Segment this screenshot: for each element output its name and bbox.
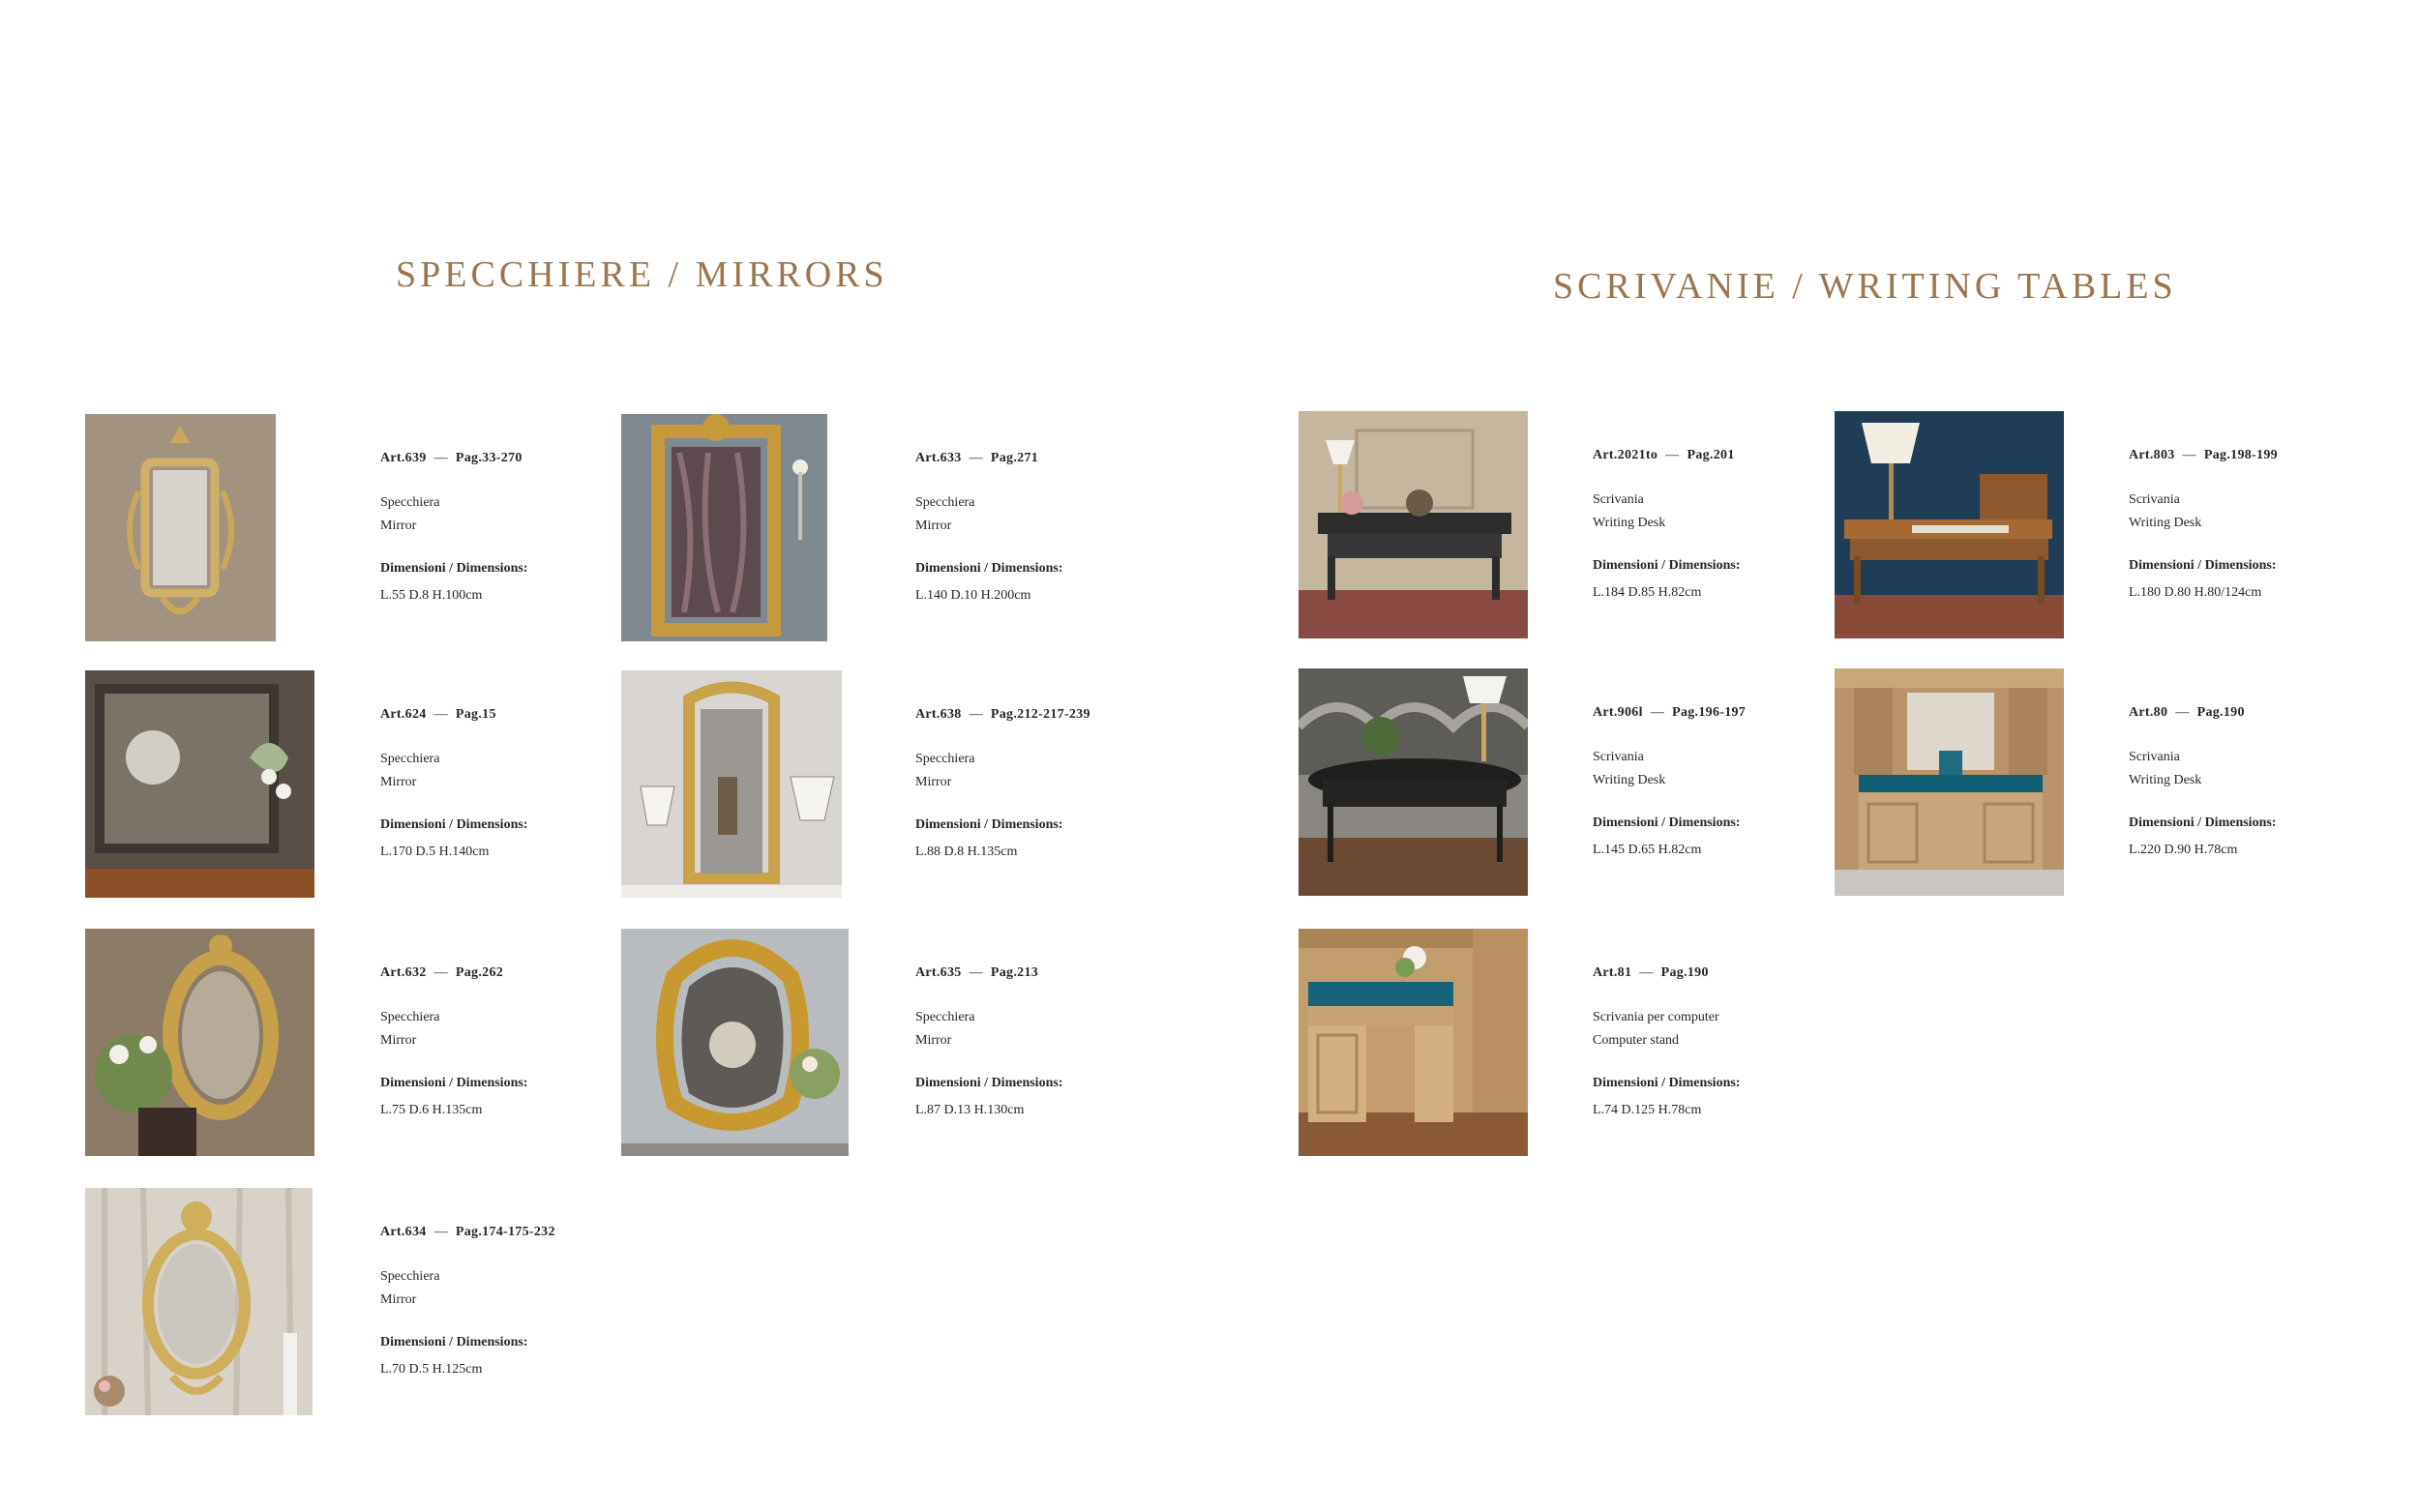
- product-name-en: Mirror: [380, 775, 417, 789]
- product-name-it: Specchiera: [915, 1010, 975, 1024]
- art-ref: Art.634 — Pag.174-175-232: [380, 1225, 555, 1239]
- mirror-photo: [621, 414, 827, 641]
- article-number: Art.80: [2129, 705, 2168, 720]
- art-ref: Art.632 — Pag.262: [380, 965, 504, 980]
- art-ref: Art.2021to — Pag.201: [1593, 448, 1735, 462]
- dimensions-label: Dimensioni / Dimensions:: [915, 817, 1063, 832]
- dimensions-value: L.70 D.5 H.125cm: [380, 1362, 483, 1377]
- product-name-en: Mirror: [380, 1033, 417, 1048]
- dimensions-label: Dimensioni / Dimensions:: [1593, 815, 1741, 830]
- product-name-it: Scrivania: [1593, 750, 1644, 764]
- article-number: Art.906l: [1593, 705, 1643, 720]
- article-number: Art.81: [1593, 965, 1632, 980]
- product-name-en: Mirror: [380, 1292, 417, 1307]
- product-name-it: Specchiera: [380, 752, 440, 766]
- product-name-it: Scrivania: [1593, 492, 1644, 507]
- desk-icon: [1299, 668, 1528, 896]
- product-name-it: Specchiera: [380, 1269, 440, 1284]
- product-name-it: Specchiera: [380, 495, 440, 510]
- mirror-photo: [85, 414, 276, 641]
- dimensions-label: Dimensioni / Dimensions:: [915, 561, 1063, 576]
- article-number: Art.624: [380, 707, 427, 722]
- product-name-it: Specchiera: [380, 1010, 440, 1024]
- dimensions-label: Dimensioni / Dimensions:: [380, 1076, 528, 1090]
- desk-photo: [1299, 668, 1528, 896]
- dimensions-label: Dimensioni / Dimensions:: [380, 817, 528, 832]
- article-number: Art.2021to: [1593, 448, 1658, 462]
- mirror-photo: [85, 1188, 313, 1415]
- art-ref: Art.638 — Pag.212-217-239: [915, 707, 1090, 722]
- art-ref: Art.624 — Pag.15: [380, 707, 496, 722]
- dimensions-value: L.55 D.8 H.100cm: [380, 588, 483, 603]
- desk-photo: [1299, 411, 1528, 638]
- desk-icon: [1835, 411, 2064, 638]
- mirror-photo: [85, 670, 314, 898]
- article-number: Art.633: [915, 451, 962, 465]
- dimensions-value: L.87 D.13 H.130cm: [915, 1103, 1025, 1117]
- product-name-it: Scrivania: [2129, 492, 2180, 507]
- page-ref: Pag.190: [2196, 705, 2245, 720]
- dimensions-label: Dimensioni / Dimensions:: [1593, 1076, 1741, 1090]
- article-number: Art.632: [380, 965, 427, 980]
- desks-section-title: SCRIVANIE / WRITING TABLES: [1553, 266, 2177, 307]
- dimensions-value: L.75 D.6 H.135cm: [380, 1103, 483, 1117]
- mirror-icon: [621, 414, 827, 641]
- dimensions-value: L.220 D.90 H.78cm: [2129, 843, 2238, 857]
- art-ref: Art.906l — Pag.196-197: [1593, 705, 1747, 720]
- product-name-en: Writing Desk: [2129, 773, 2202, 787]
- desk-photo: [1299, 929, 1528, 1156]
- product-name-en: Computer stand: [1593, 1033, 1680, 1048]
- mirrors-section-title: SPECCHIERE / MIRRORS: [396, 254, 888, 295]
- mirror-photo: [621, 670, 842, 898]
- dimensions-value: L.88 D.8 H.135cm: [915, 845, 1018, 859]
- mirror-icon: [621, 929, 849, 1156]
- mirror-icon: [85, 929, 314, 1156]
- dimensions-label: Dimensioni / Dimensions:: [2129, 558, 2277, 573]
- page-ref: Pag.213: [990, 965, 1039, 980]
- page-ref: Pag.174-175-232: [455, 1225, 555, 1239]
- dimensions-value: L.170 D.5 H.140cm: [380, 845, 490, 859]
- page-ref: Pag.190: [1660, 965, 1709, 980]
- product-name-en: Mirror: [915, 775, 952, 789]
- art-ref: Art.639 — Pag.33-270: [380, 451, 523, 465]
- product-name-it: Scrivania per computer: [1593, 1010, 1719, 1024]
- dimensions-label: Dimensioni / Dimensions:: [380, 561, 528, 576]
- page-ref: Pag.196-197: [1672, 705, 1747, 720]
- desk-icon: [1299, 411, 1528, 638]
- article-number: Art.638: [915, 707, 962, 722]
- page-ref: Pag.201: [1687, 448, 1735, 462]
- article-number: Art.634: [380, 1225, 427, 1239]
- dimensions-value: L.184 D.85 H.82cm: [1593, 585, 1702, 600]
- product-name-it: Specchiera: [915, 752, 975, 766]
- article-number: Art.635: [915, 965, 962, 980]
- mirror-photo: [621, 929, 849, 1156]
- art-ref: Art.81 — Pag.190: [1593, 965, 1709, 980]
- dimensions-value: L.74 D.125 H.78cm: [1593, 1103, 1702, 1117]
- dimensions-label: Dimensioni / Dimensions:: [2129, 815, 2277, 830]
- page-ref: Pag.212-217-239: [990, 707, 1090, 722]
- art-ref: Art.633 — Pag.271: [915, 451, 1039, 465]
- desk-icon: [1299, 929, 1528, 1156]
- product-name-it: Specchiera: [915, 495, 975, 510]
- art-ref: Art.635 — Pag.213: [915, 965, 1039, 980]
- page-ref: Pag.198-199: [2203, 448, 2278, 462]
- page-ref: Pag.271: [990, 451, 1039, 465]
- dimensions-label: Dimensioni / Dimensions:: [1593, 558, 1741, 573]
- page-ref: Pag.33-270: [455, 451, 523, 465]
- mirror-icon: [85, 1188, 313, 1415]
- mirror-icon: [85, 414, 276, 641]
- mirror-photo: [85, 929, 314, 1156]
- product-name-en: Mirror: [380, 519, 417, 533]
- product-name-en: Writing Desk: [1593, 773, 1666, 787]
- mirror-icon: [85, 670, 314, 898]
- product-name-en: Writing Desk: [2129, 516, 2202, 530]
- page-ref: Pag.15: [455, 707, 496, 722]
- product-name-it: Scrivania: [2129, 750, 2180, 764]
- dimensions-label: Dimensioni / Dimensions:: [380, 1335, 528, 1349]
- page-ref: Pag.262: [455, 965, 504, 980]
- product-name-en: Writing Desk: [1593, 516, 1666, 530]
- dimensions-value: L.180 D.80 H.80/124cm: [2129, 585, 2262, 600]
- dimensions-value: L.145 D.65 H.82cm: [1593, 843, 1702, 857]
- article-number: Art.803: [2129, 448, 2175, 462]
- art-ref: Art.80 — Pag.190: [2129, 705, 2245, 720]
- product-name-en: Mirror: [915, 1033, 952, 1048]
- desk-photo: [1835, 668, 2064, 896]
- dimensions-value: L.140 D.10 H.200cm: [915, 588, 1031, 603]
- desk-icon: [1835, 668, 2064, 896]
- art-ref: Art.803 — Pag.198-199: [2129, 448, 2278, 462]
- article-number: Art.639: [380, 451, 427, 465]
- dimensions-label: Dimensioni / Dimensions:: [915, 1076, 1063, 1090]
- desk-photo: [1835, 411, 2064, 638]
- product-name-en: Mirror: [915, 519, 952, 533]
- mirror-icon: [621, 670, 842, 898]
